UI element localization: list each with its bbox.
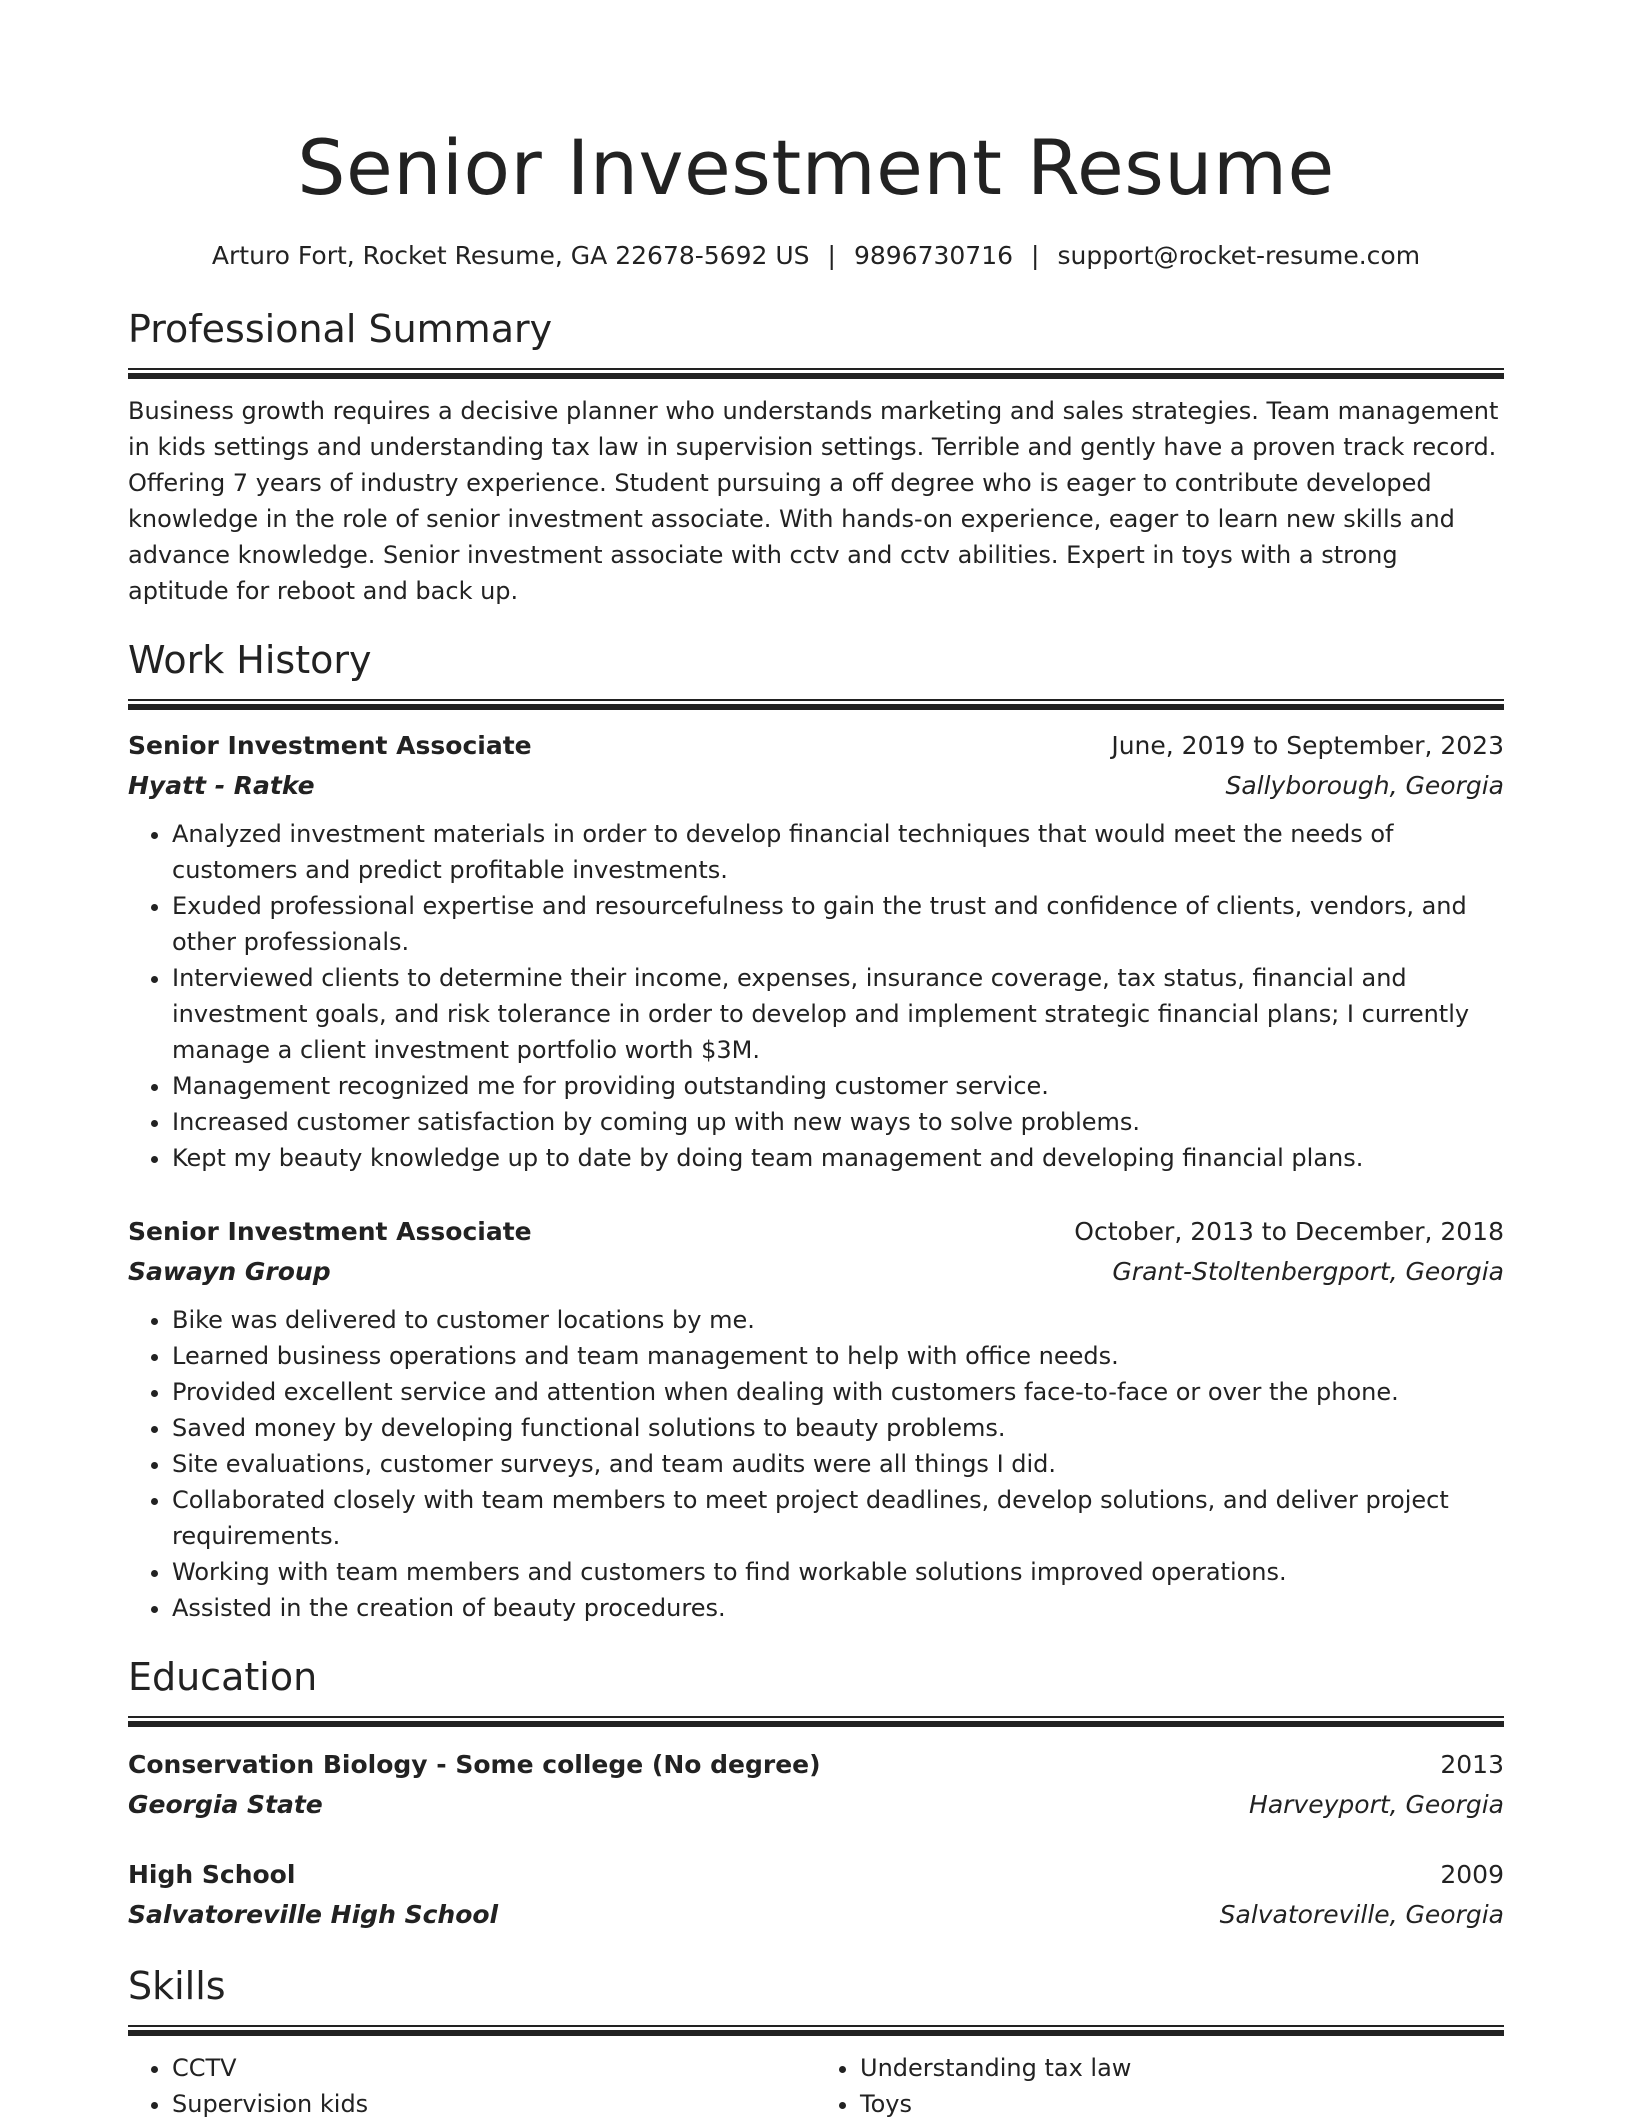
education-header-row [128, 1855, 1504, 1895]
education-location: Salvatoreville, Georgia [1219, 1900, 1504, 1929]
section-divider [128, 699, 1504, 710]
section-divider [128, 2025, 1504, 2036]
job-bullet: • Kept my beauty knowledge up to date by doing team management and developing financial plans. [172, 1140, 1504, 1176]
skill-item: • CCTV [172, 2050, 816, 2086]
section-heading-summary: Professional Summary [128, 307, 553, 351]
job-bullets [128, 1302, 1504, 1626]
job-location: Grant-Stoltenbergport, Georgia [1112, 1257, 1504, 1286]
education-year: 2009 [1440, 1860, 1504, 1889]
job-bullet: • Interviewed clients to determine their income, expenses, insurance coverage, tax status, financial and investment goals, and risk tolerance in order to develop and implement strategic financial plans; I currently manage a client investment portfolio worth $3M. [172, 960, 1504, 1068]
education-school: Salvatoreville High School [128, 1900, 499, 1929]
job-bullet: • Learned business operations and team management to help with office needs. [172, 1338, 1504, 1374]
education-year: 2013 [1440, 1750, 1504, 1779]
education-degree: Conservation Biology - Some college (No degree) [128, 1750, 821, 1779]
skills-column-left [128, 2050, 816, 2122]
job-bullet: • Management recognized me for providing outstanding customer service. [172, 1068, 1504, 1104]
job-dates: June, 2019 to September, 2023 [1111, 731, 1504, 760]
contact-email: support@rocket-resume.com [1057, 241, 1421, 270]
job-bullet: • Assisted in the creation of beauty procedures. [172, 1590, 1504, 1626]
job-entry [128, 1212, 1504, 1626]
skills-column-right [816, 2050, 1504, 2122]
contact-phone: 9896730716 [853, 241, 1014, 270]
education-section [128, 1652, 1504, 1935]
education-school-row [128, 1895, 1504, 1935]
job-title: Senior Investment Associate [128, 731, 532, 760]
job-company: Sawayn Group [128, 1257, 331, 1286]
job-bullet: • Increased customer satisfaction by coming up with new ways to solve problems. [172, 1104, 1504, 1140]
resume-title: Senior Investment Resume [297, 123, 1335, 212]
job-bullet: • Exuded professional expertise and resourcefulness to gain the trust and confidence of clients, vendors, and other professionals. [172, 888, 1504, 960]
work-history-section [128, 635, 1504, 1626]
contact-separator: | [827, 241, 836, 270]
job-company-row [128, 766, 1504, 806]
skill-item: • Understanding tax law [860, 2050, 1504, 2086]
job-header-row [128, 726, 1504, 766]
education-school-row [128, 1785, 1504, 1825]
education-entry [128, 1855, 1504, 1935]
job-bullet: • Analyzed investment materials in order to develop financial techniques that would meet the needs of customers and predict profitable investments. [172, 816, 1504, 888]
section-heading-skills: Skills [128, 1964, 226, 2008]
skills-section [128, 1961, 1504, 2122]
job-bullets [128, 816, 1504, 1176]
job-bullet: • Saved money by developing functional solutions to beauty problems. [172, 1410, 1504, 1446]
skills-list [128, 2050, 1504, 2122]
education-location: Harveyport, Georgia [1249, 1790, 1504, 1819]
skill-item: • Toys [860, 2086, 1504, 2122]
section-divider [128, 368, 1504, 379]
section-divider [128, 1716, 1504, 1727]
job-bullet: • Site evaluations, customer surveys, and team audits were all things I did. [172, 1446, 1504, 1482]
contact-address: Arturo Fort, Rocket Resume, GA 22678-5692 US [211, 241, 810, 270]
job-bullet: • Bike was delivered to customer locations by me. [172, 1302, 1504, 1338]
education-degree: High School [128, 1860, 296, 1889]
education-school: Georgia State [128, 1790, 323, 1819]
section-heading-education: Education [128, 1655, 318, 1699]
job-entry [128, 726, 1504, 1176]
job-title: Senior Investment Associate [128, 1217, 532, 1246]
summary-text: Business growth requires a decisive planner who understands marketing and sales strategies. Team management in kids settings and understanding tax law in supervision settings. Terrible and gently have a proven track record. Offering 7 years of industry experience. Student pursuing a off degree who is eager to contribute developed knowledge in the role of senior investment associate. With hands-on experience, eager to learn new skills and advance knowledge. Senior investment associate with cctv and cctv abilities. Expert in toys with a strong aptitude for reboot and back up. [128, 397, 1499, 605]
skill-item: • Supervision kids [172, 2086, 816, 2122]
contact-separator: | [1031, 241, 1040, 270]
job-company: Hyatt - Ratke [128, 771, 315, 800]
job-dates: October, 2013 to December, 2018 [1074, 1217, 1504, 1246]
summary-section [128, 304, 1504, 609]
job-header-row [128, 1212, 1504, 1252]
job-location: Sallyborough, Georgia [1225, 771, 1504, 800]
job-company-row [128, 1252, 1504, 1292]
contact-line [128, 238, 1504, 274]
education-header-row [128, 1745, 1504, 1785]
job-bullet: • Collaborated closely with team members to meet project deadlines, develop solutions, and deliver project requirements. [172, 1482, 1504, 1554]
job-bullet: • Provided excellent service and attention when dealing with customers face-to-face or over the phone. [172, 1374, 1504, 1410]
job-bullet: • Working with team members and customers to find workable solutions improved operations. [172, 1554, 1504, 1590]
education-entry [128, 1745, 1504, 1825]
section-heading-work-history: Work History [128, 638, 372, 682]
